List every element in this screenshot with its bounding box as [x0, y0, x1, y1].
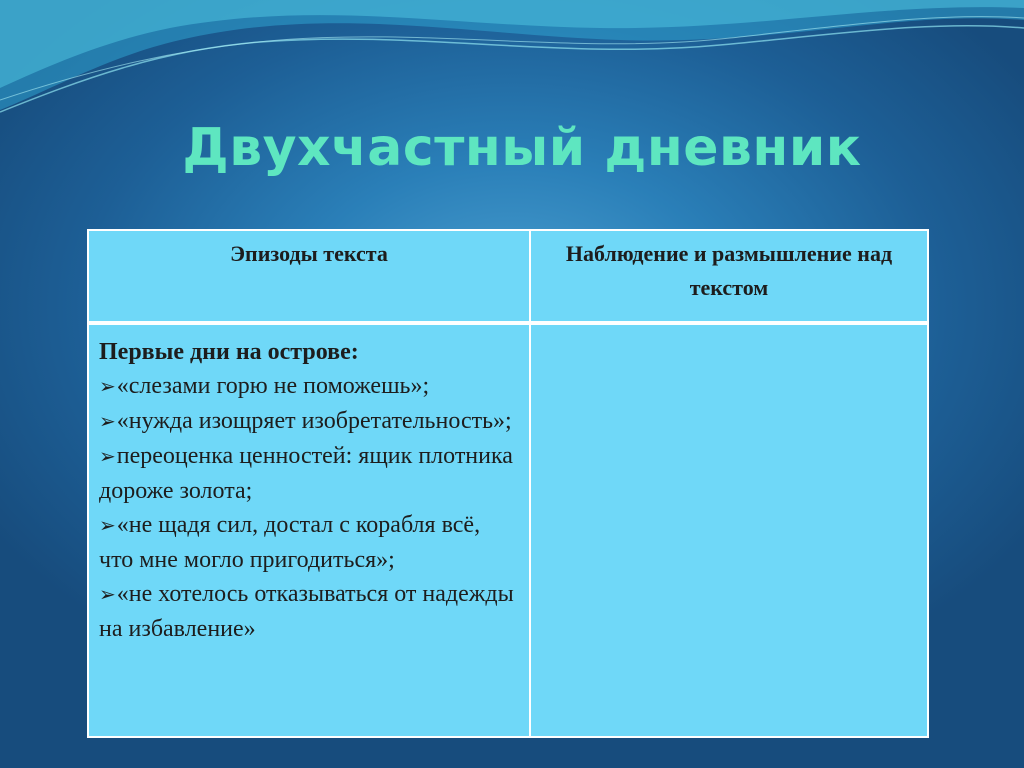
arrow-bullet-icon: ➢: [99, 376, 116, 398]
list-item-text: «не щадя сил, достал с корабля всё, что мне могло пригодиться»;: [99, 512, 481, 573]
arrow-bullet-icon: ➢: [99, 446, 116, 468]
reflection-cell[interactable]: [530, 323, 928, 737]
table-row: [88, 323, 928, 737]
list-item: [99, 439, 519, 508]
list-item-text: «нужда изощряет изобретательность»;: [116, 408, 512, 434]
decorative-waves: [0, 0, 1024, 130]
two-part-diary-table: [87, 229, 929, 738]
arrow-bullet-icon: ➢: [99, 411, 116, 433]
header-text-episodes: Эпизоды текста: [88, 230, 530, 323]
list-item: [99, 369, 519, 404]
episodes-cell: [88, 323, 530, 737]
list-item: [99, 508, 519, 577]
list-item-text: переоценка ценностей: ящик плотника дороже золота;: [99, 443, 513, 504]
arrow-bullet-icon: ➢: [99, 515, 116, 537]
list-item-text: «слезами горю не поможешь»;: [116, 373, 430, 399]
episode-list: [99, 369, 519, 646]
section-heading: Первые дни на острове:: [99, 339, 359, 365]
list-item-text: «не хотелось отказываться от надежды на избавление»: [99, 581, 514, 642]
arrow-bullet-icon: ➢: [99, 584, 116, 606]
list-item: [99, 404, 519, 439]
header-observation: Наблюдение и размышление над текстом: [530, 230, 928, 323]
list-item: [99, 577, 519, 646]
slide-title: Двухчастный дневник: [182, 118, 862, 178]
table-header-row: [88, 230, 928, 323]
